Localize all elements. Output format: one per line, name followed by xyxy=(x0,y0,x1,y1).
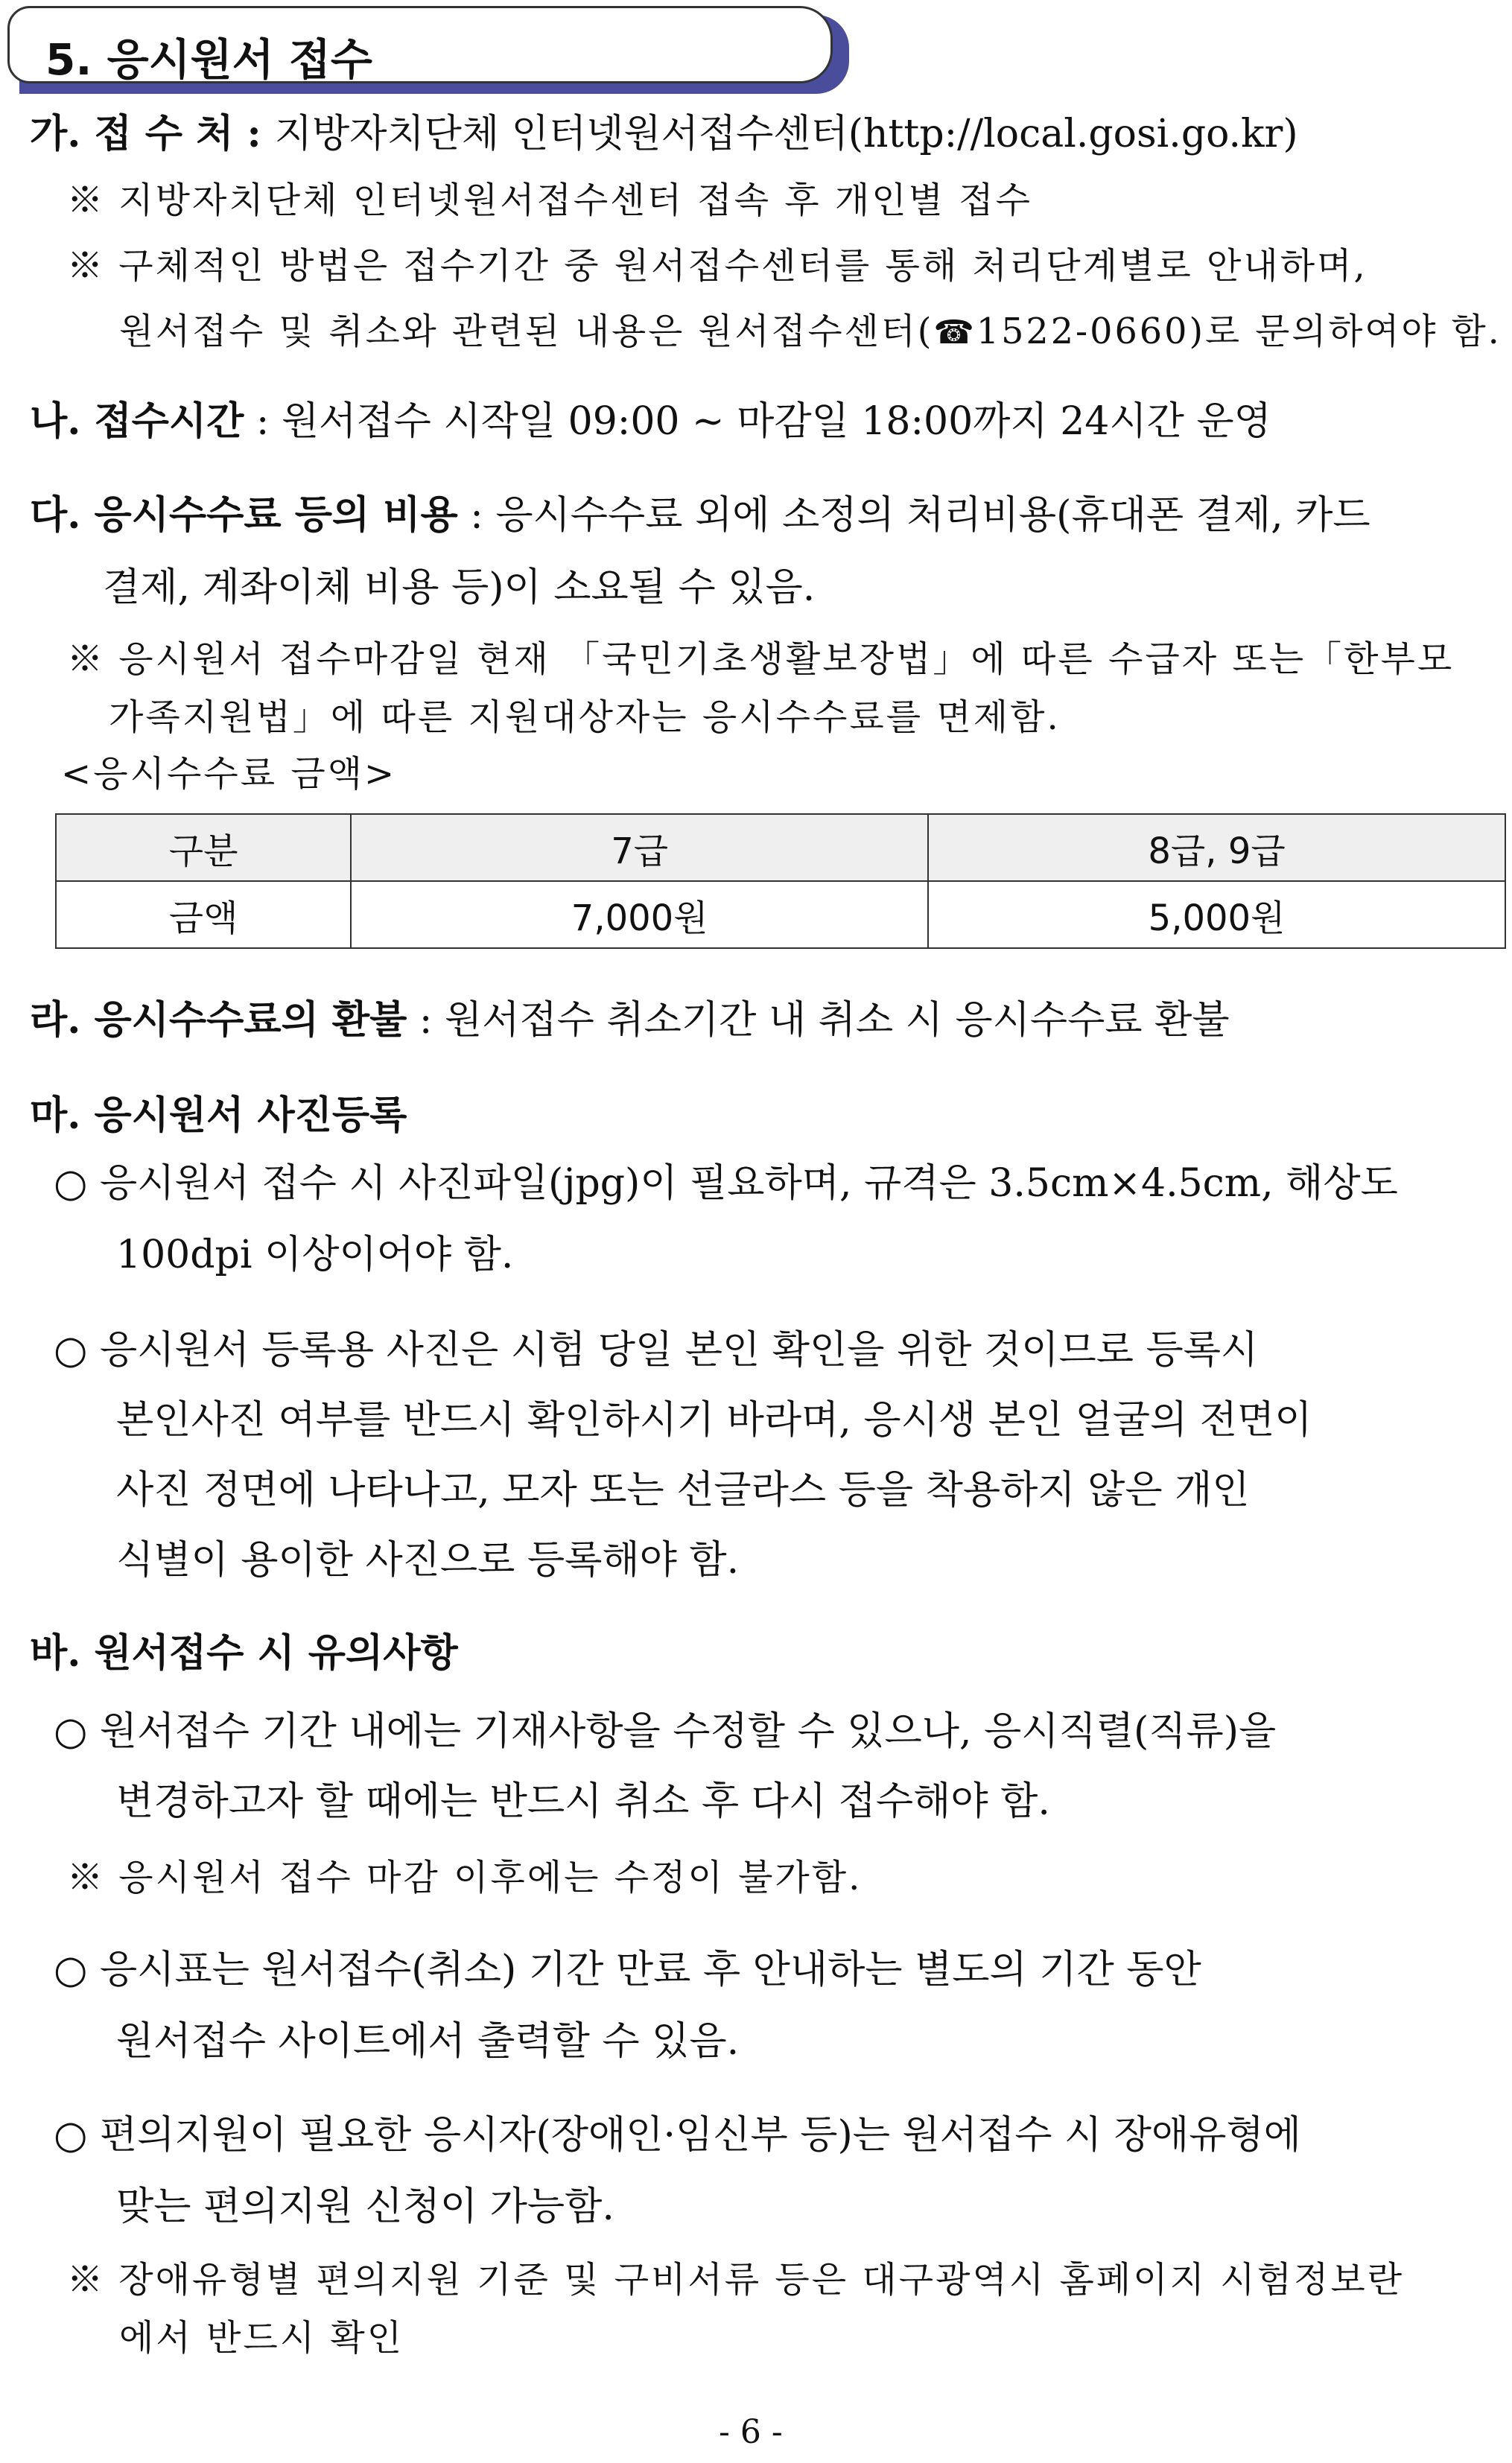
fee-table-header: 7급 xyxy=(351,814,928,881)
fee-table-header: 8급, 9급 xyxy=(928,814,1505,881)
section-ba-p1-line1: ○ 원서접수 기간 내에는 기재사항을 수정할 수 있으나, 응시직렬(직류)을 xyxy=(54,1709,1277,1754)
section-ba-p1-line2: 변경하고자 할 때에는 반드시 취소 후 다시 접수해야 함. xyxy=(116,1779,1050,1824)
section-ga-note2-line2 xyxy=(119,311,1502,352)
section-ga-note2-line1: ※ 구체적인 방법은 접수기간 중 원서접수센터를 통해 처리단계별로 안내하며, xyxy=(67,245,1368,287)
section-ba-p3-line2: 맞는 편의지원 신청이 가능함. xyxy=(116,2184,614,2229)
section-da-label: 다. 응시수수료 등의 비용 xyxy=(30,492,458,538)
section-ma-p2-line3: 사진 정면에 나타나고, 모자 또는 선글라스 등을 착용하지 않은 개인 xyxy=(116,1468,1250,1513)
section-da-text: : 응시수수료 외에 소정의 처리비용(휴대폰 결제, 카드 xyxy=(457,493,1370,538)
section-ra xyxy=(30,998,1230,1043)
section-title-box xyxy=(7,6,833,83)
section-ga xyxy=(30,112,1298,157)
section-ba-label: 바. 원서접수 시 유의사항 xyxy=(30,1630,458,1676)
section-ra-label: 라. 응시수수료의 환불 xyxy=(30,997,407,1043)
section-ma-p2-line2: 본인사진 여부를 반드시 확인하시기 바라며, 응시생 본인 얼굴의 전면이 xyxy=(116,1398,1312,1443)
section-ma-label: 마. 응시원서 사진등록 xyxy=(30,1093,407,1138)
section-ba-p1-note: ※ 응시원서 접수 마감 이후에는 수정이 불가함. xyxy=(67,1857,863,1898)
section-na-text: : 원서접수 시작일 09:00 ~ 마감일 18:00까지 24시간 운영 xyxy=(244,399,1271,444)
fee-table-cell: 5,000원 xyxy=(928,881,1505,948)
section-ga-label: 가. 접 수 처 : xyxy=(30,111,275,156)
telephone-icon: ☎ xyxy=(933,314,976,352)
page-number: - 6 - xyxy=(719,2413,783,2451)
fee-table-header: 구분 xyxy=(56,814,351,881)
fee-table-header-row xyxy=(56,814,1505,881)
table-row xyxy=(56,881,1505,948)
section-ma-p1-line2: 100dpi 이상이어야 함. xyxy=(116,1233,514,1277)
section-ga-note1: ※ 지방자치단체 인터넷원서접수센터 접속 후 개인별 접수 xyxy=(67,179,1033,221)
section-na xyxy=(30,399,1271,445)
fee-table xyxy=(55,813,1506,949)
section-ma-p2-line4: 식별이 용이한 사진으로 등록해야 함. xyxy=(116,1538,740,1583)
section-ga-note2-text-b: 1522-0660)로 문의하여야 함. xyxy=(976,311,1502,352)
section-ba-p2-line2: 원서접수 사이트에서 출력할 수 있음. xyxy=(116,2019,740,2064)
section-da-line2: 결제, 계좌이체 비용 등)이 소요될 수 있음. xyxy=(103,565,816,610)
section-ma-p1-line1: ○ 응시원서 접수 시 사진파일(jpg)이 필요하며, 규격은 3.5cm×4.5cm, 해상도 xyxy=(54,1161,1398,1206)
section-ba-p3-note-line1: ※ 장애유형별 편의지원 기준 및 구비서류 등은 대구광역시 홈페이지 시험정보란 xyxy=(67,2259,1405,2301)
section-da-note-line2: 가족지원법」에 따른 지원대상자는 응시수수료를 면제함. xyxy=(109,696,1061,738)
fee-table-caption: <응시수수료 금액> xyxy=(61,753,397,795)
section-da-note-line1: ※ 응시원서 접수마감일 현재 「국민기초생활보장법」에 따른 수급자 또는「한부모 xyxy=(67,638,1455,680)
section-ra-text: : 원서접수 취소기간 내 취소 시 응시수수료 환불 xyxy=(407,998,1230,1043)
section-ga-note2-text-a: 원서접수 및 취소와 관련된 내용은 원서접수센터( xyxy=(119,311,934,352)
section-ba-p2-line1: ○ 응시표는 원서접수(취소) 기간 만료 후 안내하는 별도의 기간 동안 xyxy=(54,1948,1201,1992)
section-ga-text: 지방자치단체 인터넷원서접수센터(http://local.gosi.go.kr) xyxy=(274,112,1298,156)
section-da xyxy=(30,493,1370,538)
section-ma-p2-line1: ○ 응시원서 등록용 사진은 시험 당일 본인 확인을 위한 것이므로 등록시 xyxy=(54,1328,1259,1373)
section-na-label: 나. 접수시간 xyxy=(30,398,244,444)
fee-table-cell: 금액 xyxy=(56,881,351,948)
section-ba-p3-line1: ○ 편의지원이 필요한 응시자(장애인·임신부 등)는 원서접수 시 장애유형에 xyxy=(54,2113,1301,2158)
fee-table-cell: 7,000원 xyxy=(351,881,928,948)
section-title: 5. 응시원서 접수 xyxy=(45,34,372,85)
section-ba-p3-note-line2: 에서 반드시 확인 xyxy=(119,2317,404,2359)
